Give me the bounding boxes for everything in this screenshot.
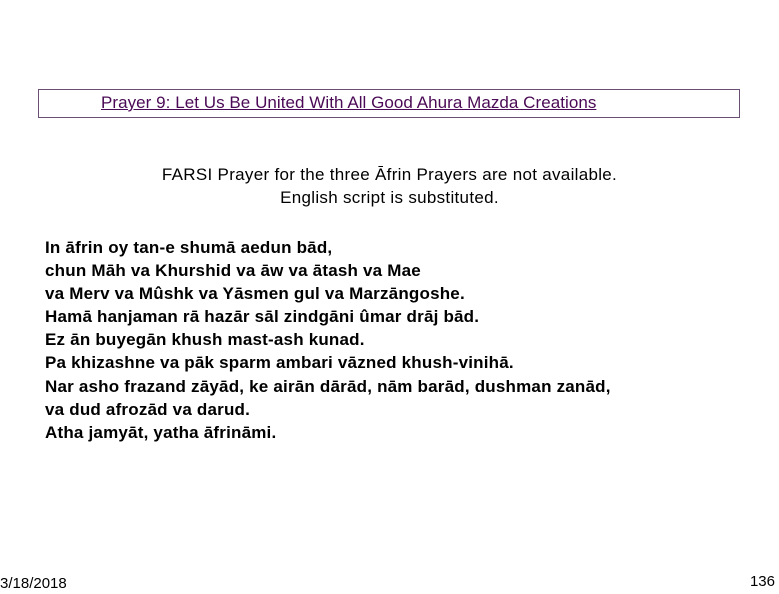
prayer-line: Hamā hanjaman rā hazār sāl zindgāni ûmar drāj bād.	[45, 307, 480, 327]
notice-line: FARSI Prayer for the three Āfrin Prayers are not available.	[161, 165, 618, 184]
prayer-line: In āfrin oy tan-e shumā aedun bād,	[45, 238, 333, 257]
notice-line: English script is substituted.	[280, 188, 499, 207]
prayer-text	[45, 236, 611, 444]
prayer-line: Atha jamyāt, yatha āfrināmi.	[45, 422, 277, 442]
notice-text	[0, 163, 779, 209]
prayer-line: va dud afrozād va darud.	[45, 399, 251, 419]
prayer-line: Pa khizashne va pāk sparm ambari vāzned khush-vinihā.	[45, 353, 514, 373]
prayer-line: va Merv va Mûshk va Yāsmen gul va Marzāngoshe.	[45, 284, 465, 304]
prayer-line: Ez ān buyegān khush mast-ash kunad.	[45, 330, 365, 350]
slide-title: Prayer 9: Let Us Be United With All Good Ahura Mazda Creations	[101, 93, 597, 112]
page-number: 136	[749, 573, 775, 590]
prayer-line: Nar asho frazand zāyād, ke airān dārād, nām barād, dushman zanād,	[45, 376, 611, 396]
prayer-line: chun Māh va Khurshid va āw va ātash va Mae	[45, 261, 421, 281]
footer-date: 3/18/2018	[0, 575, 67, 592]
title-box	[38, 89, 740, 118]
